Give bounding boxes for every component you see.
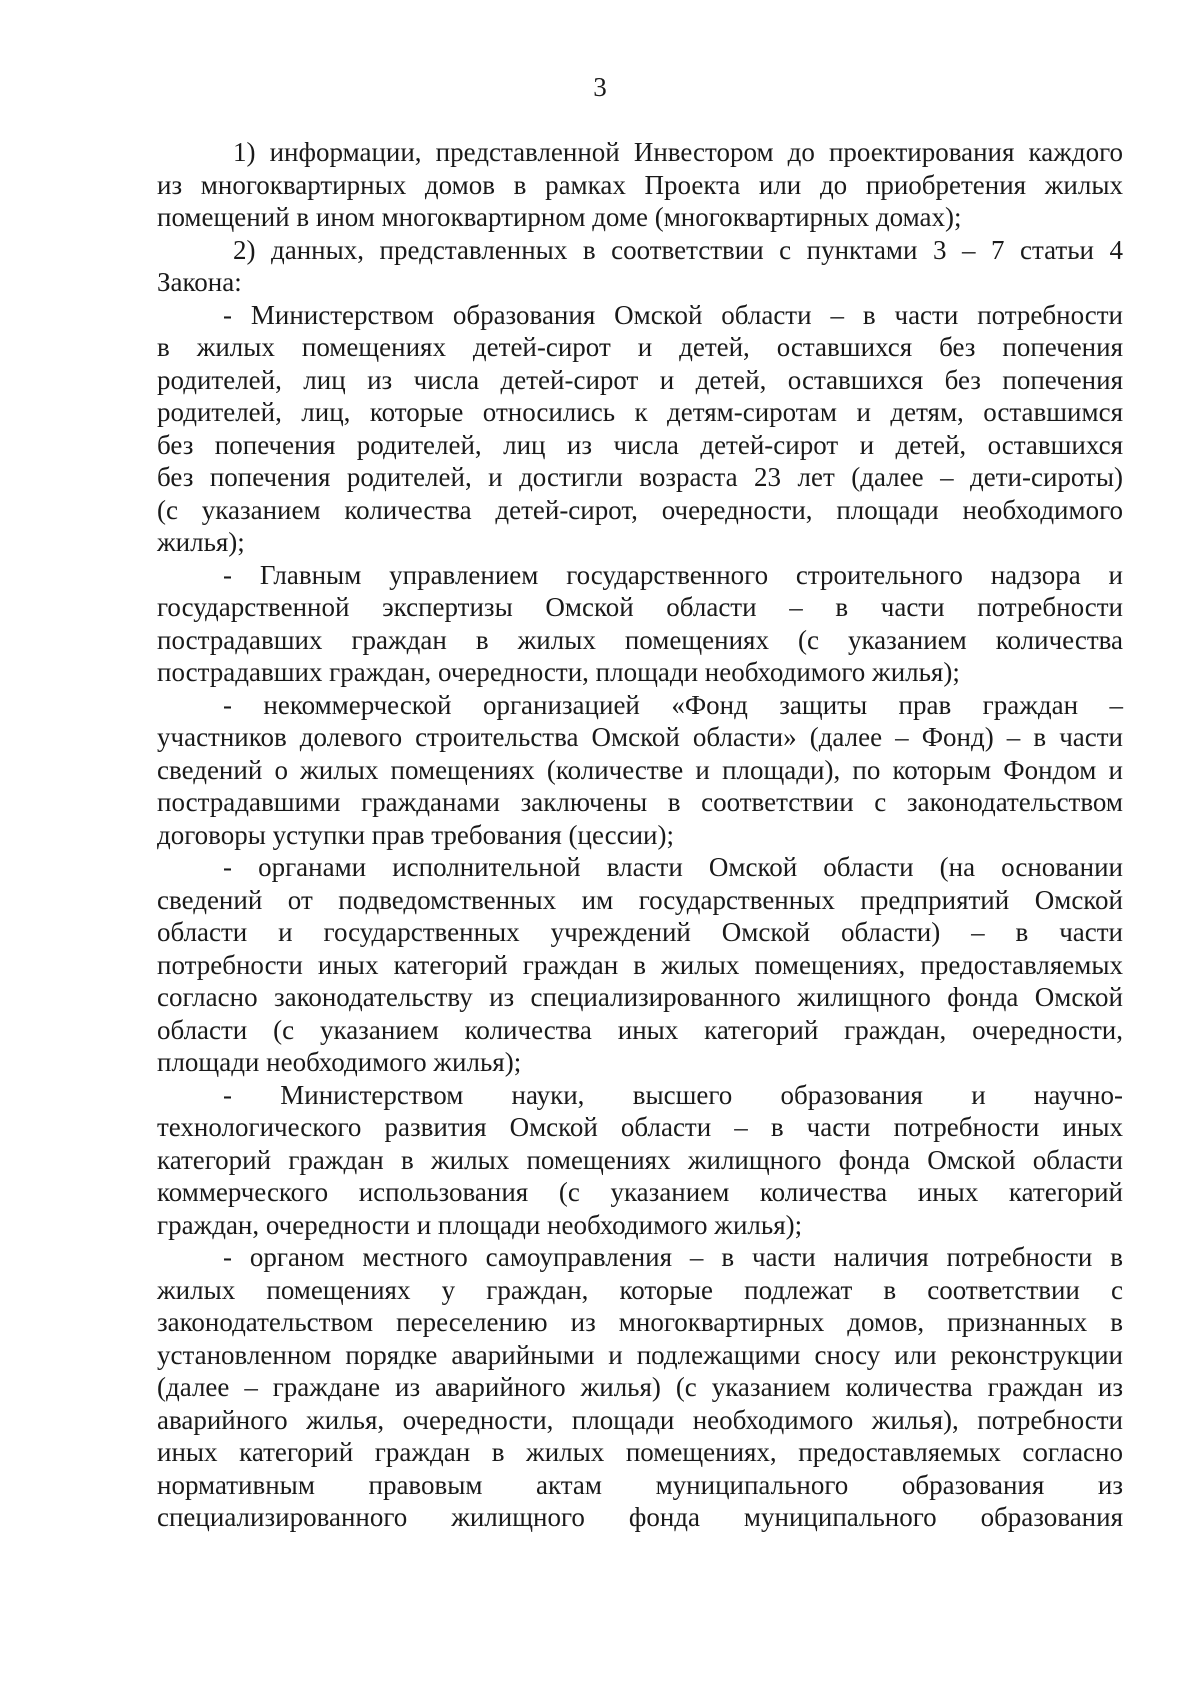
text-line: из многоквартирных домов в рамках Проекта или до приобретения жилых xyxy=(157,169,1123,200)
text-line: государственной экспертизы Омской области – в части потребности xyxy=(157,592,1123,622)
text-line: коммерческого использования (с указанием количества иных категорий xyxy=(157,1177,1123,1207)
document-body xyxy=(157,136,1123,1534)
text-line: граждан, очередности и площади необходимого жилья); xyxy=(157,1209,803,1240)
text-line: - некоммерческой организацией «Фонд защиты прав граждан – xyxy=(223,689,1123,720)
text-line: участников долевого строительства Омской области» (далее – Фонд) – в части xyxy=(157,722,1123,752)
text-line: нормативным правовым актам муниципального образования из xyxy=(157,1469,1123,1500)
text-line: сведений от подведомственных им государственных предприятий Омской xyxy=(157,884,1123,915)
text-line: жилья); xyxy=(157,527,245,557)
text-line: Закона: xyxy=(157,267,242,297)
text-line: площади необходимого жилья); xyxy=(157,1047,522,1077)
text-line: - органами исполнительной власти Омской области (на основании xyxy=(223,852,1123,882)
text-line: - Министерством образования Омской области – в части потребности xyxy=(223,299,1123,330)
text-line: пострадавших граждан в жилых помещениях (с указанием количества xyxy=(157,624,1123,655)
text-line: иных категорий граждан в жилых помещениях, предоставляемых согласно xyxy=(157,1437,1123,1467)
text-line: области и государственных учреждений Омской области) – в части xyxy=(157,917,1123,947)
text-line: пострадавших граждан, очередности, площади необходимого жилья); xyxy=(157,657,960,687)
text-line: без попечения родителей, и достигли возраста 23 лет (далее – дети-сироты) xyxy=(157,462,1123,492)
text-line: помещений в ином многоквартирном доме (многоквартирных домах); xyxy=(157,202,962,232)
text-line: договоры уступки прав требования (цессии); xyxy=(157,819,674,850)
text-line: без попечения родителей, лиц из числа детей-сирот и детей, оставшихся xyxy=(157,429,1123,460)
text-line: (далее – граждане из аварийного жилья) (с указанием количества граждан из xyxy=(157,1372,1123,1402)
text-line: области (с указанием количества иных категорий граждан, очередности, xyxy=(157,1014,1123,1045)
text-line: сведений о жилых помещениях (количестве и площади), по которым Фондом и xyxy=(157,754,1123,785)
text-line: - органом местного самоуправления – в части наличия потребности в xyxy=(223,1242,1123,1272)
text-line: в жилых помещениях детей-сирот и детей, оставшихся без попечения xyxy=(157,332,1123,362)
text-line: потребности иных категорий граждан в жилых помещениях, предоставляемых xyxy=(157,949,1123,980)
text-line: родителей, лиц, которые относились к детям-сиротам и детям, оставшимся xyxy=(157,397,1123,427)
text-line: категорий граждан в жилых помещениях жилищного фонда Омской области xyxy=(157,1144,1123,1175)
text-line: согласно законодательству из специализированного жилищного фонда Омской xyxy=(157,982,1123,1012)
text-line: специализированного жилищного фонда муниципального образования xyxy=(157,1502,1123,1532)
text-line: технологического развития Омской области – в части потребности иных xyxy=(157,1112,1123,1142)
text-line: законодательством переселению из многоквартирных домов, признанных в xyxy=(157,1307,1123,1337)
text-line: - Главным управлением государственного строительного надзора и xyxy=(223,559,1123,590)
text-line: аварийного жилья, очередности, площади необходимого жилья), потребности xyxy=(157,1404,1123,1435)
text-line: родителей, лиц из числа детей-сирот и детей, оставшихся без попечения xyxy=(157,364,1123,395)
text-line: - Министерством науки, высшего образования и научно- xyxy=(223,1079,1123,1110)
text-line: 2) данных, представленных в соответствии с пунктами 3 – 7 статьи 4 xyxy=(233,234,1123,265)
text-line: 1) информации, представленной Инвестором до проектирования каждого xyxy=(233,137,1123,167)
text-line: (с указанием количества детей-сирот, очередности, площади необходимого xyxy=(157,494,1123,525)
page-number: 3 xyxy=(593,72,607,102)
text-line: пострадавшими гражданами заключены в соответствии с законодательством xyxy=(157,787,1123,817)
text-line: установленном порядке аварийными и подлежащими сносу или реконструкции xyxy=(157,1339,1123,1370)
text-line: жилых помещениях у граждан, которые подлежат в соответствии с xyxy=(157,1274,1123,1305)
